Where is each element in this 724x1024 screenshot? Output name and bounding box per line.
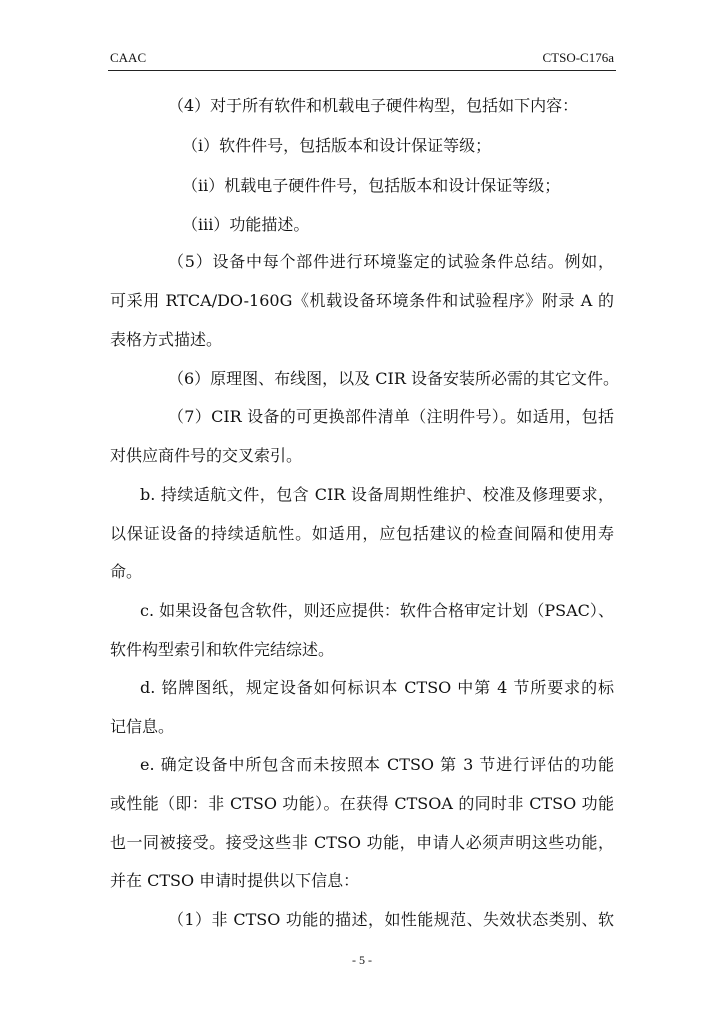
text-line: （4）对于所有软件和机载电子硬件构型，包括如下内容： [168,96,579,115]
text-line: 记信息。 [110,717,175,736]
header-doc-id: CTSO-C176a [542,50,614,65]
page-number: - 5 - [352,953,372,967]
text-line: e. 确定设备中所包含而未按照本 CTSO 第 3 节进行评估的功能 [140,755,614,774]
text-line: 命。 [110,562,143,581]
text-line: 软件构型索引和软件完结综述。 [110,640,335,659]
text-line: 或性能（即：非 CTSO 功能）。在获得 CTSOA 的同时非 CTSO 功能 [110,794,614,813]
text-line: 可采用 RTCA/DO-160G《机载设备环境条件和试验程序》附录 A 的 [110,291,614,310]
text-line: 并在 CTSO 申请时提供以下信息： [110,871,360,890]
text-line: （6）原理图、布线图，以及 CIR 设备安装所必需的其它文件。 [168,369,619,388]
text-line: d. 铭牌图纸，规定设备如何标识本 CTSO 中第 4 节所要求的标 [140,678,614,697]
text-line: b. 持续适航文件，包含 CIR 设备周期性维护、校准及修理要求， [140,485,614,504]
header-org: CAAC [110,50,147,65]
text-line: （7）CIR 设备的可更换部件清单（注明件号）。如适用，包括 [168,407,614,426]
text-line: （5）设备中每个部件进行环境鉴定的试验条件总结。例如， [168,252,614,271]
text-line: （iii）功能描述。 [182,215,310,234]
text-line: 以保证设备的持续适航性。如适用，应包括建议的检查间隔和使用寿 [110,524,614,543]
text-line: （ii）机载电子硬件件号，包括版本和设计保证等级； [182,176,561,195]
text-line: 表格方式描述。 [110,330,223,349]
text-line: （1）非 CTSO 功能的描述，如性能规范、失效状态类别、软 [168,910,614,929]
text-line: 也一同被接受。接受这些非 CTSO 功能，申请人必须声明这些功能， [110,833,614,852]
text-line: c. 如果设备包含软件，则还应提供：软件合格审定计划（PSAC）、 [140,601,614,620]
text-line: （i）软件件号，包括版本和设计保证等级； [182,136,492,155]
page-header [110,50,614,70]
text-line: 对供应商件号的交叉索引。 [110,446,303,465]
header-divider [108,70,616,71]
